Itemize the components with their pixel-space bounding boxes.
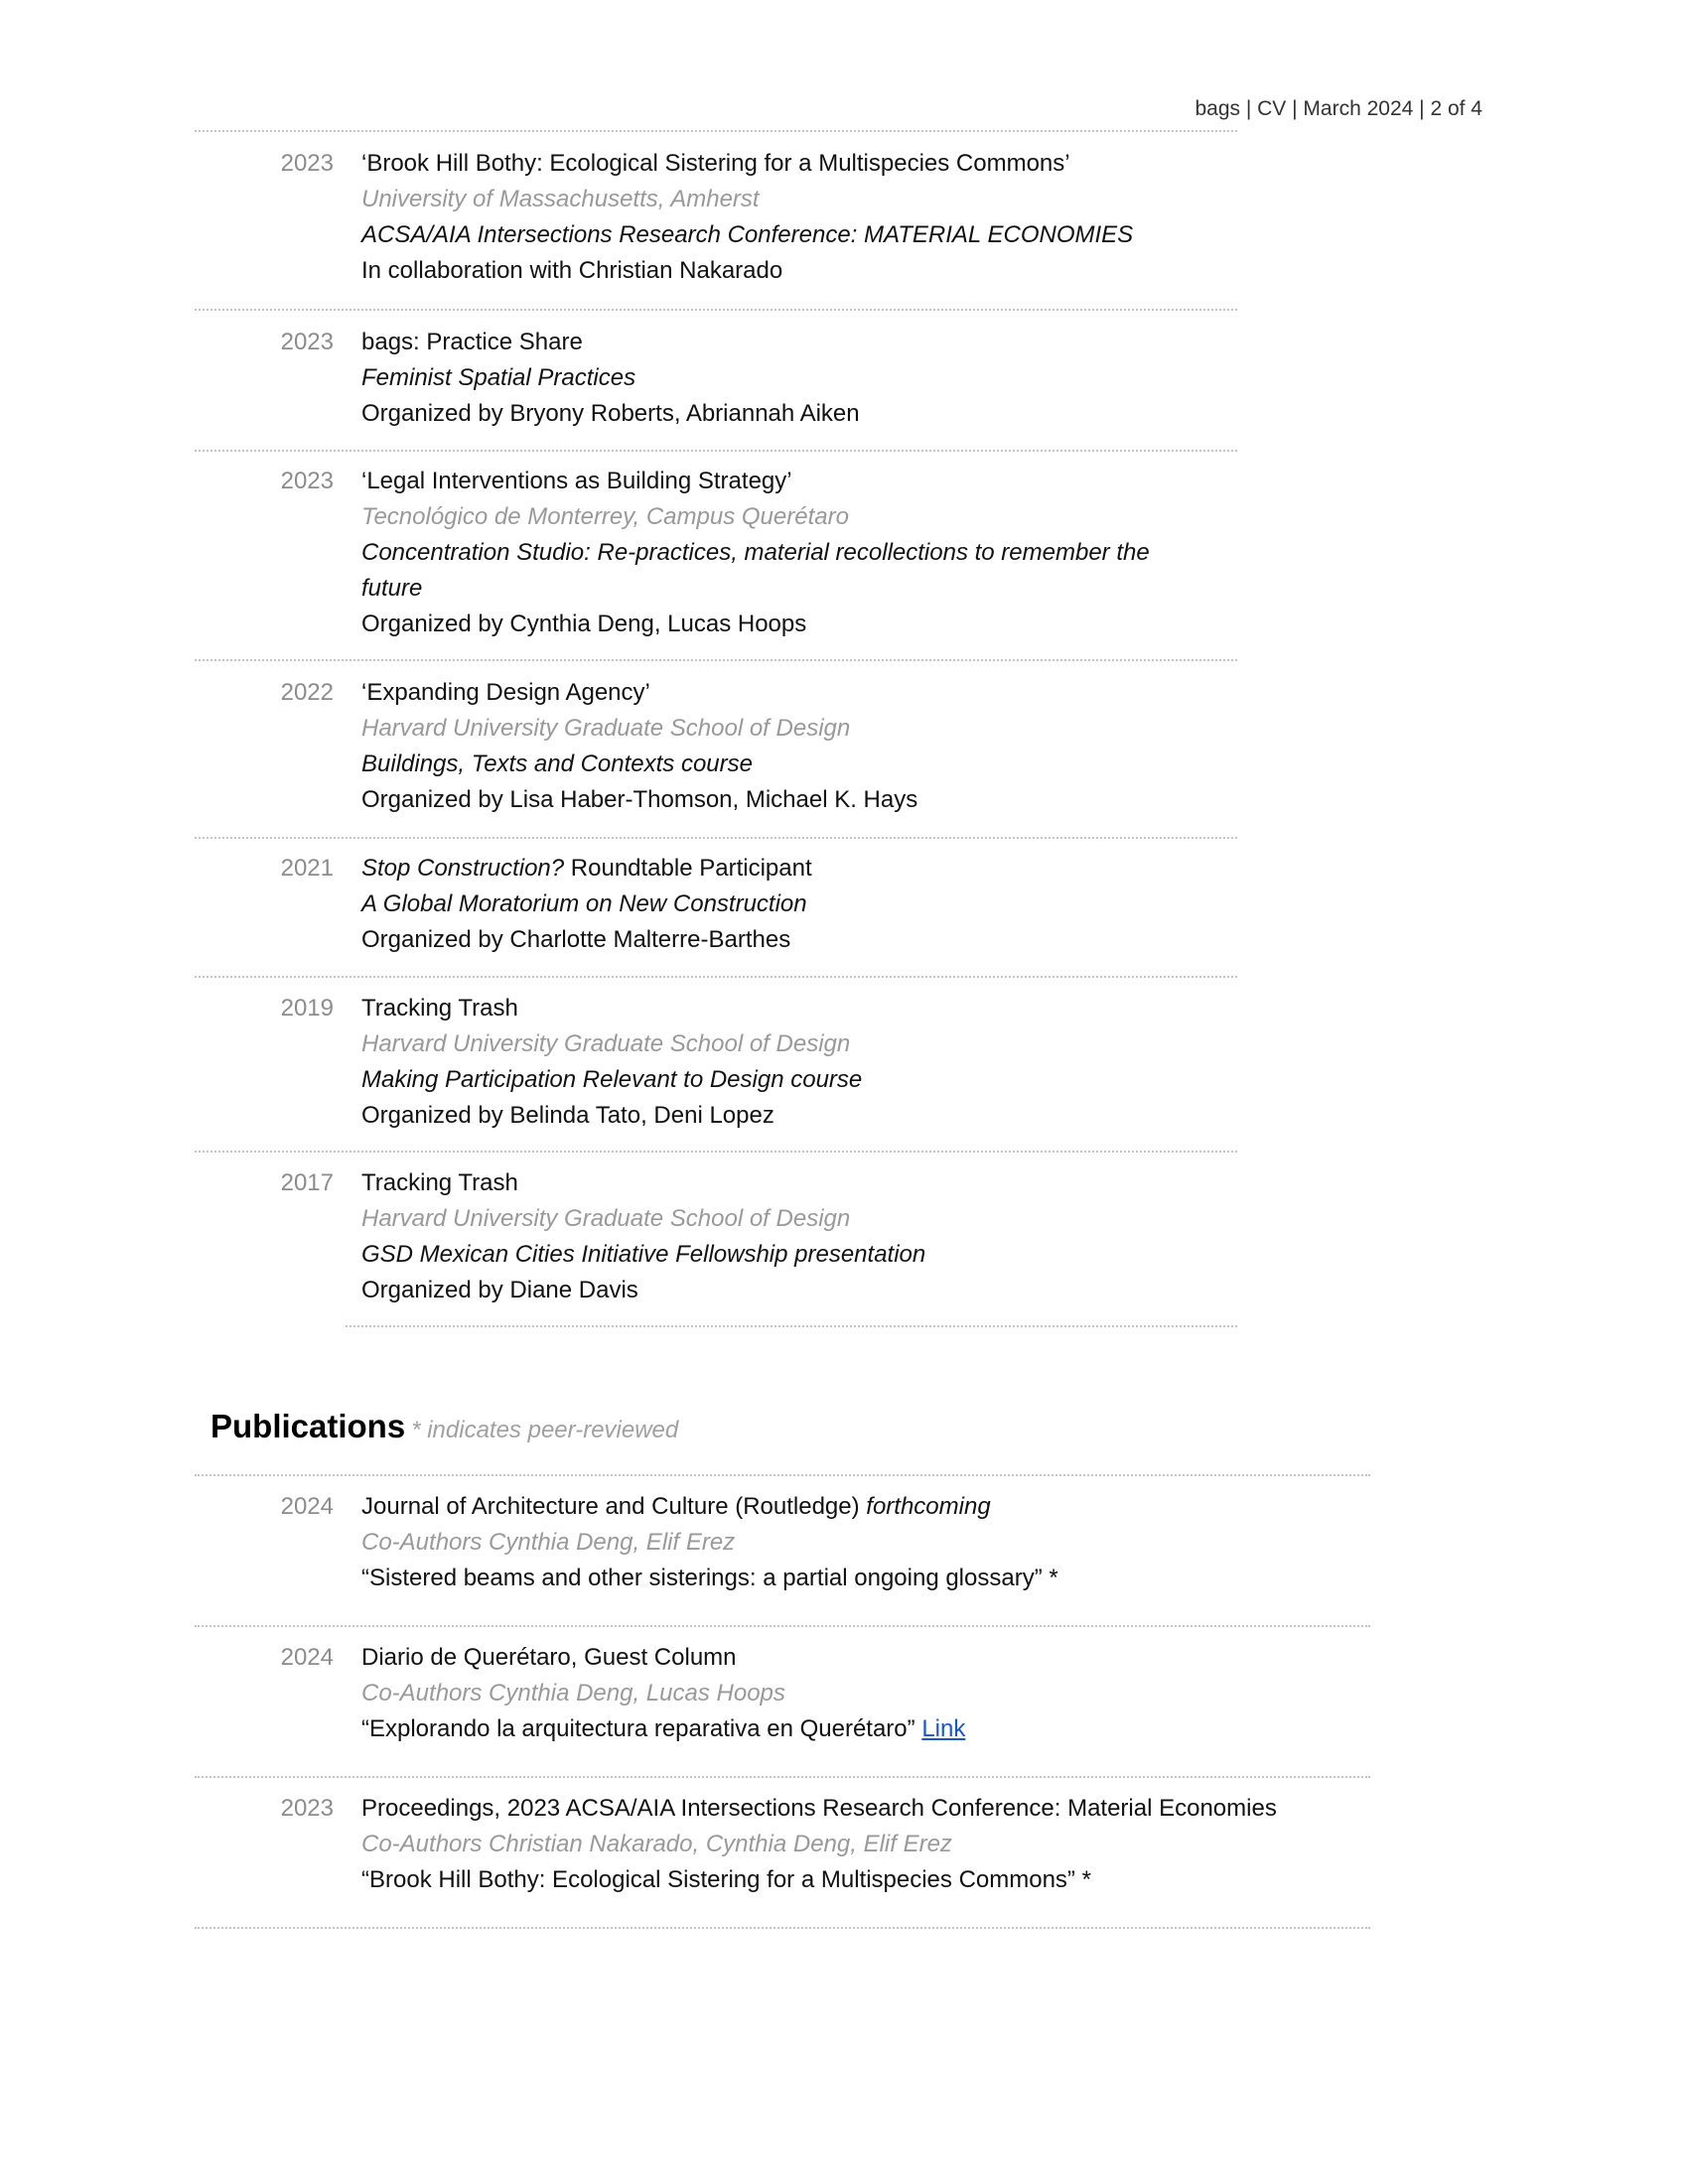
divider xyxy=(195,1625,1370,1627)
entry-title: ‘Expanding Design Agency’ xyxy=(361,679,650,706)
divider xyxy=(195,450,1237,452)
page-header: bags | CV | March 2024 | 2 of 4 xyxy=(1195,97,1482,120)
entry-year: 2023 xyxy=(280,468,334,494)
entry-venue: Harvard University Graduate School of Design xyxy=(361,1030,851,1057)
entry-article: “Sistered beams and other sisterings: a partial ongoing glossary” * xyxy=(361,1565,1058,1591)
entry-event: Feminist Spatial Practices xyxy=(361,364,636,391)
entry-title-italic: Stop Construction? xyxy=(361,855,565,882)
entry-credit: Organized by Lisa Haber-Thomson, Michael K. Hays xyxy=(361,786,918,813)
entry-title-status: forthcoming xyxy=(866,1493,991,1520)
divider xyxy=(195,1151,1237,1153)
entry-title: Tracking Trash xyxy=(361,1169,518,1196)
entry-venue: University of Massachusetts, Amherst xyxy=(361,186,760,212)
entry-year: 2023 xyxy=(280,329,334,355)
entry-year: 2017 xyxy=(280,1169,334,1196)
entry-event: Making Participation Relevant to Design course xyxy=(361,1066,863,1093)
entry-year: 2024 xyxy=(280,1493,334,1520)
entry-event: Buildings, Texts and Contexts course xyxy=(361,751,753,777)
divider xyxy=(195,309,1237,311)
entry-event: A Global Moratorium on New Construction xyxy=(361,890,807,917)
entry-event-continued: future xyxy=(361,575,423,602)
entry-year: 2024 xyxy=(280,1644,334,1671)
entry-venue: Tecnológico de Monterrey, Campus Querétaro xyxy=(361,503,849,530)
entry-title: Proceedings, 2023 ACSA/AIA Intersections Research Conference: Material Economies xyxy=(361,1795,1277,1822)
entry-title: Diario de Querétaro, Guest Column xyxy=(361,1644,737,1671)
section-note: * indicates peer-reviewed xyxy=(411,1417,679,1443)
entry-year: 2023 xyxy=(280,150,334,177)
entry-coauthors: Co-Authors Christian Nakarado, Cynthia Deng, Elif Erez xyxy=(361,1831,952,1857)
divider xyxy=(346,1325,1237,1327)
entry-article xyxy=(361,1711,965,1747)
entry-credit: Organized by Bryony Roberts, Abriannah Aiken xyxy=(361,400,860,427)
divider xyxy=(195,659,1237,661)
entry-year: 2019 xyxy=(280,995,334,1022)
entry-credit: Organized by Charlotte Malterre-Barthes xyxy=(361,926,791,953)
entry-title: Tracking Trash xyxy=(361,995,518,1022)
entry-event: Concentration Studio: Re-practices, material recollections to remember the xyxy=(361,539,1150,566)
divider xyxy=(195,1776,1370,1778)
entry-venue: Harvard University Graduate School of Design xyxy=(361,715,851,742)
section-title: Publications xyxy=(211,1408,406,1444)
entry-title: ‘Legal Interventions as Building Strategy’ xyxy=(361,468,792,494)
entry-title xyxy=(361,851,812,887)
entry-coauthors: Co-Authors Cynthia Deng, Lucas Hoops xyxy=(361,1680,785,1706)
entry-title-rest: Roundtable Participant xyxy=(564,855,812,882)
divider xyxy=(195,976,1237,978)
entry-event: GSD Mexican Cities Initiative Fellowship presentation xyxy=(361,1241,926,1268)
entry-year: 2021 xyxy=(280,855,334,882)
entry-year: 2023 xyxy=(280,1795,334,1822)
entry-title-main: Journal of Architecture and Culture (Routledge) xyxy=(361,1493,867,1520)
entry-credit: Organized by Cynthia Deng, Lucas Hoops xyxy=(361,611,807,637)
entry-title xyxy=(361,1489,1058,1525)
entry-article-title: “Explorando la arquitectura reparativa en Querétaro” xyxy=(361,1715,922,1742)
divider xyxy=(195,1927,1370,1929)
entry-event: ACSA/AIA Intersections Research Conference: MATERIAL ECONOMIES xyxy=(361,221,1134,248)
entry-credit: Organized by Belinda Tato, Deni Lopez xyxy=(361,1102,774,1129)
entry-credit: Organized by Diane Davis xyxy=(361,1277,638,1303)
entry-year: 2022 xyxy=(280,679,334,706)
divider xyxy=(195,130,1237,132)
section-heading xyxy=(211,1408,678,1445)
entry-venue: Harvard University Graduate School of Design xyxy=(361,1205,851,1232)
entry-article: “Brook Hill Bothy: Ecological Sistering for a Multispecies Commons” * xyxy=(361,1866,1091,1893)
entry-coauthors: Co-Authors Cynthia Deng, Elif Erez xyxy=(361,1529,736,1556)
entry-title: bags: Practice Share xyxy=(361,329,583,355)
divider xyxy=(195,1474,1370,1476)
article-link[interactable]: Link xyxy=(921,1715,966,1742)
divider xyxy=(195,837,1237,839)
entry-title: ‘Brook Hill Bothy: Ecological Sistering for a Multispecies Commons’ xyxy=(361,150,1070,177)
entry-credit: In collaboration with Christian Nakarado xyxy=(361,257,783,284)
